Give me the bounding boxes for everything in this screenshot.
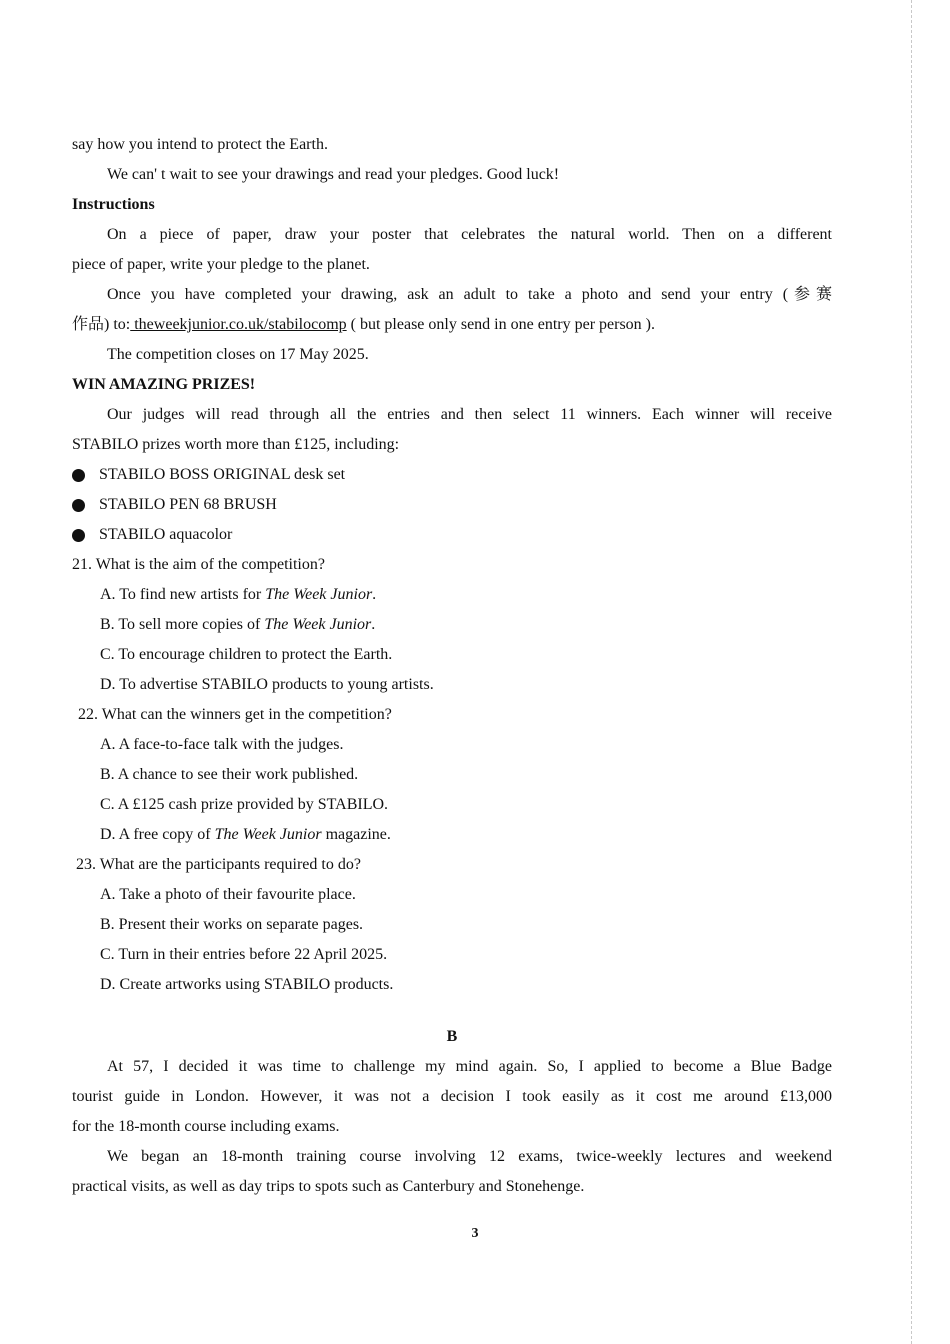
question-22-option-d[interactable] bbox=[72, 820, 832, 850]
page-content bbox=[72, 130, 832, 1202]
option-italic: The Week Junior bbox=[265, 586, 373, 603]
option-text: D. A free copy of bbox=[100, 826, 215, 843]
option-text: C. To encourage children to protect the Earth. bbox=[100, 646, 393, 663]
instructions-heading: Instructions bbox=[72, 196, 155, 213]
prize-item-label: STABILO BOSS ORIGINAL desk set bbox=[99, 466, 346, 483]
option-italic: The Week Junior bbox=[214, 826, 322, 843]
section-b-p1-line-1: At 57, I decided it was time to challenge my mind again. So, I applied to become a Blue Badge bbox=[107, 1058, 832, 1075]
question-23-stem: 23. What are the participants required to do? bbox=[76, 856, 361, 873]
instructions-p1-line-2: piece of paper, write your pledge to the planet. bbox=[72, 256, 370, 273]
question-21-option-a[interactable] bbox=[72, 580, 832, 610]
section-spacer bbox=[72, 1000, 832, 1022]
option-text-end: . bbox=[372, 586, 377, 603]
question-21-stem: 21. What is the aim of the competition? bbox=[72, 556, 325, 573]
prize-item bbox=[72, 490, 832, 520]
prize-item bbox=[72, 460, 832, 490]
option-text: B. Present their works on separate pages. bbox=[100, 916, 364, 933]
question-23-option-a[interactable] bbox=[72, 880, 832, 910]
prize-item-label: STABILO PEN 68 BRUSH bbox=[99, 496, 277, 513]
prizes-heading: WIN AMAZING PRIZES! bbox=[72, 376, 256, 393]
bullet-icon bbox=[72, 529, 85, 542]
question-22-stem: 22. What can the winners get in the competition? bbox=[78, 706, 392, 723]
section-b-p1-line-2: tourist guide in London. However, it was not a decision I took easily as it cost me around £13,000 bbox=[72, 1088, 832, 1105]
question-23-option-b[interactable] bbox=[72, 910, 832, 940]
bullet-icon bbox=[72, 499, 85, 512]
page-edge-divider bbox=[910, 0, 912, 1344]
question-23-option-d[interactable] bbox=[72, 970, 832, 1000]
instructions-p2-line-2 bbox=[72, 310, 832, 340]
instructions-p3: The competition closes on 17 May 2025. bbox=[107, 346, 369, 363]
option-text: A. Take a photo of their favourite place. bbox=[100, 886, 356, 903]
intro-line-1: say how you intend to protect the Earth. bbox=[72, 136, 328, 153]
question-21-option-d[interactable] bbox=[72, 670, 832, 700]
section-b-heading: B bbox=[446, 1028, 458, 1045]
question-21-option-c[interactable] bbox=[72, 640, 832, 670]
page-number: 3 bbox=[471, 1226, 479, 1241]
option-text: B. To sell more copies of bbox=[100, 616, 265, 633]
prize-item bbox=[72, 520, 832, 550]
question-22-option-c[interactable] bbox=[72, 790, 832, 820]
option-text: B. A chance to see their work published. bbox=[100, 766, 359, 783]
question-22-option-a[interactable] bbox=[72, 730, 832, 760]
option-text: C. A £125 cash prize provided by STABILO. bbox=[100, 796, 389, 813]
option-text: A. A face-to-face talk with the judges. bbox=[100, 736, 344, 753]
option-text-end: magazine. bbox=[321, 826, 391, 843]
instructions-p1-line-1: On a piece of paper, draw your poster that celebrates the natural world. Then on a different bbox=[107, 226, 832, 243]
section-b-p2-line-1: We began an 18-month training course involving 12 exams, twice-weekly lectures and weekend bbox=[107, 1148, 832, 1165]
instructions-p2-prefix: 作品) to: bbox=[72, 316, 131, 333]
option-text: D. To advertise STABILO products to young artists. bbox=[100, 676, 434, 693]
instructions-p2-suffix: ( but please only send in one entry per person ). bbox=[346, 316, 655, 333]
section-b-p2-line-2: practical visits, as well as day trips to spots such as Canterbury and Stonehenge. bbox=[72, 1178, 585, 1195]
option-text-end: . bbox=[371, 616, 376, 633]
option-text: D. Create artworks using STABILO products. bbox=[100, 976, 394, 993]
entry-link[interactable]: theweekjunior.co.uk/stabilocomp bbox=[130, 316, 347, 333]
prizes-p1-line-1: Our judges will read through all the entries and then select 11 winners. Each winner will receive bbox=[107, 406, 832, 423]
question-23-option-c[interactable] bbox=[72, 940, 832, 970]
bullet-icon bbox=[72, 469, 85, 482]
intro-line-2: We can' t wait to see your drawings and read your pledges. Good luck! bbox=[107, 166, 560, 183]
question-21-option-b[interactable] bbox=[72, 610, 832, 640]
option-italic: The Week Junior bbox=[264, 616, 372, 633]
section-b-p1-line-3: for the 18-month course including exams. bbox=[72, 1118, 340, 1135]
prize-item-label: STABILO aquacolor bbox=[99, 526, 233, 543]
instructions-p2-line-1: Once you have completed your drawing, ask an adult to take a photo and send your entry (参赛 bbox=[107, 286, 832, 303]
option-text: A. To find new artists for bbox=[100, 586, 266, 603]
question-22-option-b[interactable] bbox=[72, 760, 832, 790]
option-text: C. Turn in their entries before 22 April 2025. bbox=[100, 946, 388, 963]
prizes-p1-line-2: STABILO prizes worth more than £125, including: bbox=[72, 436, 400, 453]
